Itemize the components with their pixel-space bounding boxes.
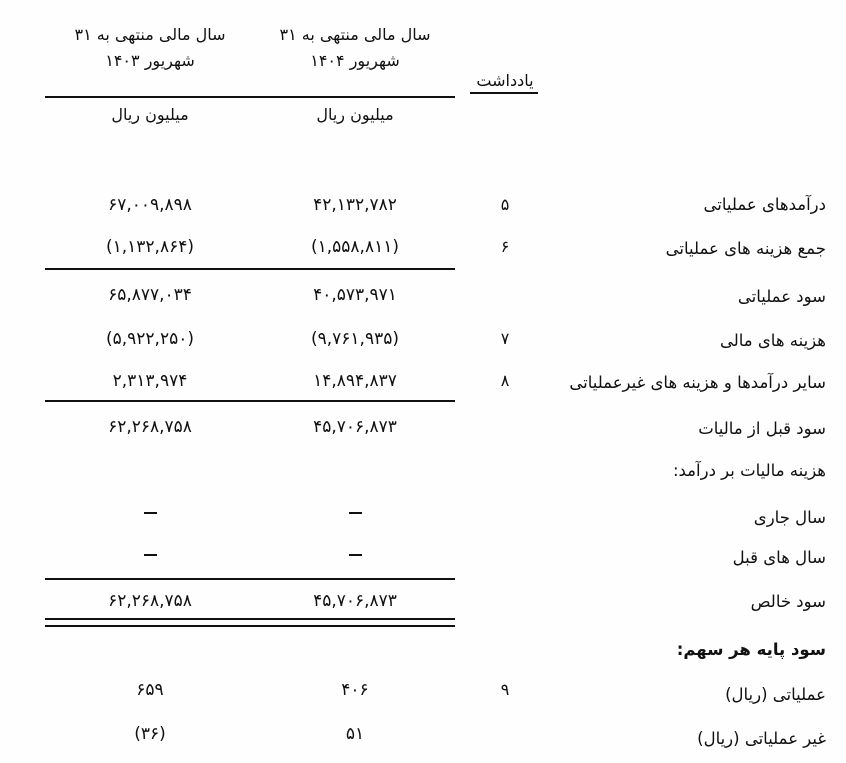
column-header-note: یادداشت bbox=[476, 71, 534, 90]
value-current: ۴۲,۱۳۲,۷۸۲ bbox=[313, 195, 397, 215]
value-current: ۴۵,۷۰۶,۸۷۳ bbox=[313, 591, 397, 611]
value-previous: ۲,۳۱۳,۹۷۴ bbox=[112, 371, 188, 391]
column-header-previous-line1: سال مالی منتهی به ۳۱ bbox=[74, 25, 226, 44]
value-previous: ۶۷,۰۰۹,۸۹۸ bbox=[108, 195, 192, 215]
column-header-current-line2: شهریور ۱۴۰۴ bbox=[310, 51, 400, 71]
note-number: ۸ bbox=[500, 371, 510, 390]
note-number: ۹ bbox=[500, 680, 510, 699]
column-header-current-year bbox=[255, 22, 455, 75]
value-current: ۵۱ bbox=[345, 724, 365, 744]
row-label: هزینه های مالی bbox=[719, 331, 826, 350]
header-rule-amount-columns bbox=[45, 96, 455, 98]
note-number: ۷ bbox=[500, 329, 510, 348]
row-label: سود خالص bbox=[750, 592, 826, 611]
row-label: سال جاری bbox=[753, 508, 826, 527]
note-number: ۶ bbox=[500, 237, 510, 256]
note-number: ۵ bbox=[500, 195, 510, 214]
value-previous: (۵,۹۲۲,۲۵۰) bbox=[106, 329, 194, 349]
row-label: عملیاتی (ریال) bbox=[725, 685, 826, 704]
nil-dash-icon bbox=[144, 512, 157, 514]
nil-dash-icon bbox=[144, 554, 157, 556]
subtotal-rule-pretax-profit bbox=[45, 400, 455, 402]
row-label: سایر درآمدها و هزینه های غیرعملیاتی bbox=[569, 373, 826, 392]
row-label: درآمدهای عملیاتی bbox=[703, 195, 826, 214]
value-previous: ۶۵,۸۷۷,۰۳۴ bbox=[108, 285, 192, 305]
value-current: ۱۴,۸۹۴,۸۳۷ bbox=[313, 371, 397, 391]
unit-label-previous: میلیون ریال bbox=[111, 105, 189, 124]
value-previous: (۳۶) bbox=[134, 724, 166, 744]
section-heading-eps: سود پایه هر سهم: bbox=[676, 640, 826, 659]
subtotal-rule-operating-profit bbox=[45, 268, 455, 270]
value-current bbox=[255, 546, 455, 566]
closing-rule-bottom bbox=[45, 625, 455, 627]
value-previous: (۱,۱۳۲,۸۶۴) bbox=[106, 237, 194, 257]
value-current: ۴۰,۵۷۳,۹۷۱ bbox=[313, 285, 397, 305]
column-header-current-line1: سال مالی منتهی به ۳۱ bbox=[279, 25, 431, 44]
row-label: هزینه مالیات بر درآمد: bbox=[672, 461, 826, 480]
nil-dash-icon bbox=[349, 554, 362, 556]
value-current: ۴۰۶ bbox=[341, 680, 369, 700]
nil-dash-icon bbox=[349, 512, 362, 514]
value-previous: ۶۲,۲۶۸,۷۵۸ bbox=[108, 591, 192, 611]
value-current: (۹,۷۶۱,۹۳۵) bbox=[311, 329, 399, 349]
row-label: سال های قبل bbox=[732, 548, 826, 567]
row-label: سود قبل از مالیات bbox=[698, 419, 826, 438]
value-previous: ۶۵۹ bbox=[136, 680, 164, 700]
value-previous bbox=[55, 504, 245, 524]
column-header-previous-line2: شهریور ۱۴۰۳ bbox=[105, 51, 195, 71]
subtotal-rule-net-profit bbox=[45, 578, 455, 580]
value-current bbox=[255, 504, 455, 524]
value-previous: ۶۲,۲۶۸,۷۵۸ bbox=[108, 417, 192, 437]
closing-rule-top bbox=[45, 618, 455, 620]
row-label: جمع هزینه های عملیاتی bbox=[665, 239, 826, 258]
row-label: سود عملیاتی bbox=[737, 287, 826, 306]
value-current: (۱,۵۵۸,۸۱۱) bbox=[311, 237, 399, 257]
value-current: ۴۵,۷۰۶,۸۷۳ bbox=[313, 417, 397, 437]
column-header-previous-year bbox=[55, 22, 245, 75]
row-label: غیر عملیاتی (ریال) bbox=[697, 729, 826, 748]
header-rule-note-column bbox=[470, 92, 538, 94]
unit-label-current: میلیون ریال bbox=[316, 105, 394, 124]
value-previous bbox=[55, 546, 245, 566]
